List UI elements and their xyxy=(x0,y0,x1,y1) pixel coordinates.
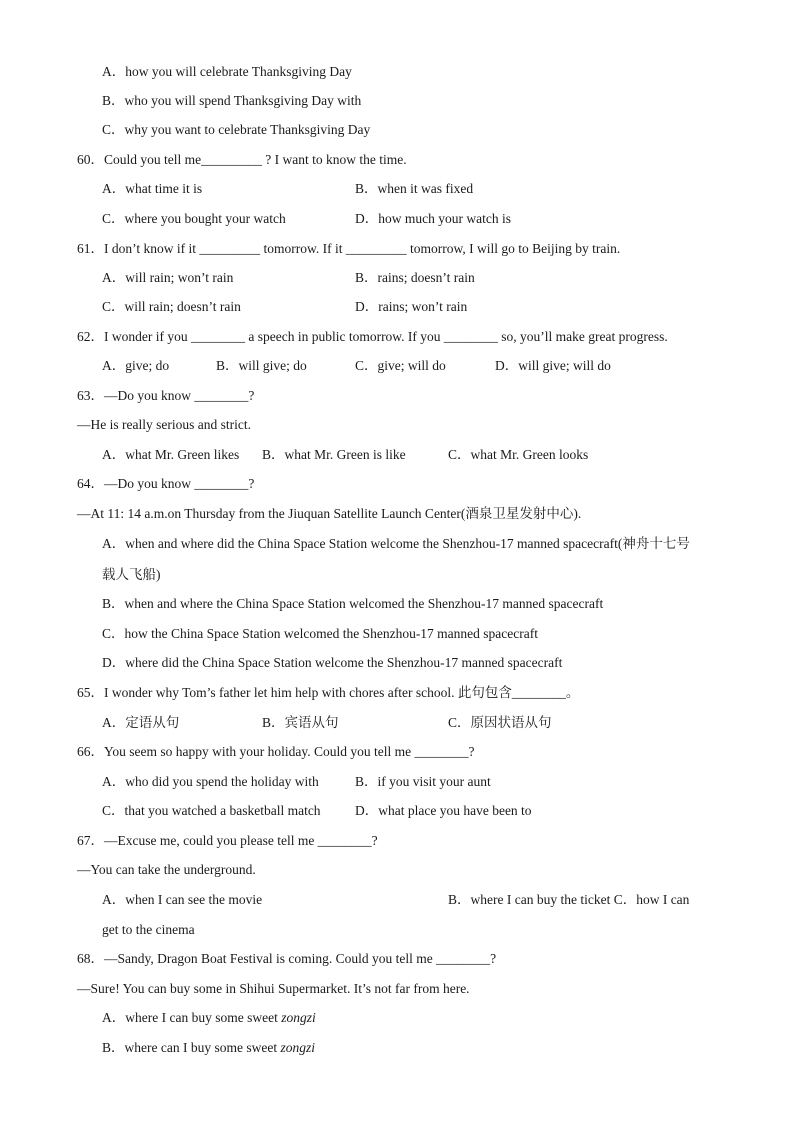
q63-option-a: A．what Mr. Green likes xyxy=(102,447,240,462)
q60-option-d: D．how much your watch is xyxy=(355,211,511,226)
q65-option-b: B．宾语从句 xyxy=(262,715,339,730)
q60-option-b: B．when it was fixed xyxy=(355,181,474,196)
question-68: 68．—Sandy, Dragon Boat Festival is coming. Could you tell me ________? xyxy=(77,951,497,966)
q68-option-b-zongzi: zongzi xyxy=(280,1040,315,1055)
question-60: 60．Could you tell me_________ ? I want to know the time. xyxy=(77,152,407,167)
q64-option-a-cont: 载人飞船) xyxy=(102,567,161,582)
q65-option-c: C．原因状语从句 xyxy=(448,715,552,730)
q64-response: —At 11: 14 a.m.on Thursday from the Jiuquan Satellite Launch Center(酒泉卫星发射中心). xyxy=(77,506,582,521)
q67-option-a: A．when I can see the movie xyxy=(102,892,263,907)
question-61: 61．I don’t know if it _________ tomorrow. If it _________ tomorrow, I will go to Beijing by train. xyxy=(77,241,621,256)
q68-option-a-zongzi: zongzi xyxy=(281,1010,316,1025)
question-62: 62．I wonder if you ________ a speech in public tomorrow. If you ________ so, you’ll make great progress. xyxy=(77,329,668,344)
q61-option-a: A．will rain; won’t rain xyxy=(102,270,234,285)
q68-option-a-text: A．where I can buy some sweet xyxy=(102,1010,282,1025)
q66-option-b: B．if you visit your aunt xyxy=(355,774,491,789)
question-66: 66．You seem so happy with your holiday. Could you tell me ________? xyxy=(77,744,475,759)
q64-option-c: C．how the China Space Station welcomed the Shenzhou-17 manned spacecraft xyxy=(102,626,539,641)
q61-option-d: D．rains; won’t rain xyxy=(355,299,468,314)
q68-response: —Sure! You can buy some in Shihui Supermarket. It’s not far from here. xyxy=(77,981,470,996)
q63-option-c: C．what Mr. Green looks xyxy=(448,447,589,462)
q68-option-a xyxy=(102,1010,316,1026)
q60-option-c: C．where you bought your watch xyxy=(102,211,286,226)
q67-option-c-cont: get to the cinema xyxy=(102,922,195,937)
q68-option-b-text: B．where can I buy some sweet xyxy=(102,1040,281,1055)
q64-option-a: A．when and where did the China Space Station welcome the Shenzhou-17 manned spacecraft(神舟十七号 xyxy=(102,536,690,551)
q66-option-c: C．that you watched a basketball match xyxy=(102,803,321,818)
q68-option-b xyxy=(102,1040,315,1056)
q62-option-d: D．will give; will do xyxy=(495,358,611,373)
q63-response: —He is really serious and strict. xyxy=(77,417,251,432)
q61-option-b: B．rains; doesn’t rain xyxy=(355,270,475,285)
q61-option-c: C．will rain; doesn’t rain xyxy=(102,299,241,314)
q67-response: —You can take the underground. xyxy=(77,862,256,877)
q62-option-a: A．give; do xyxy=(102,358,170,373)
question-63: 63．—Do you know ________? xyxy=(77,388,255,403)
option-b: B．who you will spend Thanksgiving Day with xyxy=(102,93,362,108)
q67-option-b-c: B．where I can buy the ticket C．how I can xyxy=(448,892,690,907)
q62-option-c: C．give; will do xyxy=(355,358,446,373)
option-c: C．why you want to celebrate Thanksgiving Day xyxy=(102,122,371,137)
question-65: 65．I wonder why Tom’s father let him help with chores after school. 此句包含________。 xyxy=(77,685,580,700)
q66-option-a: A．who did you spend the holiday with xyxy=(102,774,319,789)
q66-option-d: D．what place you have been to xyxy=(355,803,532,818)
question-67: 67．—Excuse me, could you please tell me ________? xyxy=(77,833,378,848)
q63-option-b: B．what Mr. Green is like xyxy=(262,447,406,462)
option-a: A．how you will celebrate Thanksgiving Day xyxy=(102,64,352,79)
q64-option-b: B．when and where the China Space Station welcomed the Shenzhou-17 manned spacecraft xyxy=(102,596,604,611)
q60-option-a: A．what time it is xyxy=(102,181,203,196)
q65-option-a: A．定语从句 xyxy=(102,715,180,730)
q64-option-d: D．where did the China Space Station welcome the Shenzhou-17 manned spacecraft xyxy=(102,655,563,670)
q62-option-b: B．will give; do xyxy=(216,358,307,373)
question-64: 64．—Do you know ________? xyxy=(77,476,255,491)
